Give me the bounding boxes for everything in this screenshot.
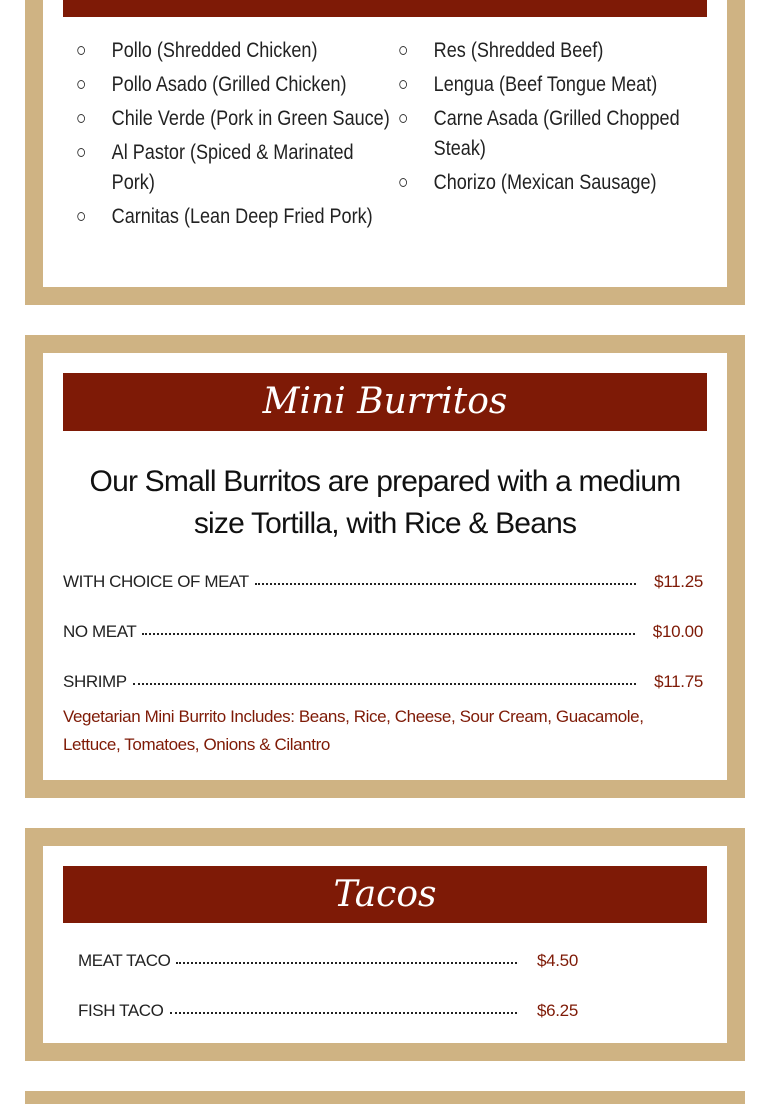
meat-section-card [25,0,745,305]
menu-item-price: $11.75 [654,672,703,691]
circle-bullet-icon [399,46,407,55]
meat-list-right [401,36,685,202]
circle-bullet-icon [77,114,85,123]
circle-bullet-icon [77,148,85,157]
list-item: Chile Verde (Pork in Green Sauce) [79,104,397,134]
menu-item-name: SHRIMP [63,672,127,691]
section-title-banner [63,373,707,431]
list-item: Carnitas (Lean Deep Fried Pork) [79,202,397,232]
dot-leader [133,683,636,685]
dot-leader [176,962,517,964]
list-item: Lengua (Beef Tongue Meat) [401,70,685,100]
tacos-inner [43,846,727,1043]
section-title: Tacos [333,874,437,915]
menu-item-name: WITH CHOICE OF MEAT [63,572,249,591]
menu-item-row [63,572,703,592]
dot-leader [142,633,634,635]
next-section-card [25,1091,745,1104]
mini-burritos-card [25,335,745,798]
dot-leader [170,1012,517,1014]
list-item: Pollo (Shredded Chicken) [79,36,397,66]
menu-item-name: NO MEAT [63,622,137,641]
list-item: Res (Shredded Beef) [401,36,685,66]
meat-section-inner [43,0,727,287]
menu-item-name: FISH TACO [78,1001,164,1020]
section-description: Our Small Burritos are prepared with a medium size Tortilla, with Rice & Beans [89,465,681,540]
vegetarian-note: Vegetarian Mini Burrito Includes: Beans, Rice, Cheese, Sour Cream, Guacamole, Lettuce, Tomatoes, Onions & Cilantro [63,707,644,754]
circle-bullet-icon [77,46,85,55]
section-title-banner [63,866,707,923]
mini-burritos-inner [43,353,727,780]
circle-bullet-icon [77,80,85,89]
menu-item-row [63,672,703,692]
list-item: Al Pastor (Spiced & Marinated Pork) [79,138,397,198]
list-item: Carne Asada (Grilled Chopped Steak) [401,104,685,164]
menu-item-name: MEAT TACO [78,951,171,970]
list-item: Pollo Asado (Grilled Chicken) [79,70,397,100]
menu-item-price: $6.25 [536,1001,578,1020]
menu-item-row [78,951,578,971]
circle-bullet-icon [399,114,407,123]
section-title-banner [63,0,707,17]
circle-bullet-icon [399,178,407,187]
dot-leader [255,583,636,585]
menu-item-row [78,1001,578,1021]
menu-item-price: $4.50 [536,951,578,970]
section-title: Mini Burritos [262,381,508,422]
circle-bullet-icon [77,212,85,221]
meat-list-left [79,36,397,236]
tacos-card [25,828,745,1061]
menu-item-row [63,622,703,642]
menu-item-price: $11.25 [654,572,703,591]
list-item: Chorizo (Mexican Sausage) [401,168,685,198]
menu-item-price: $10.00 [652,622,703,641]
circle-bullet-icon [399,80,407,89]
